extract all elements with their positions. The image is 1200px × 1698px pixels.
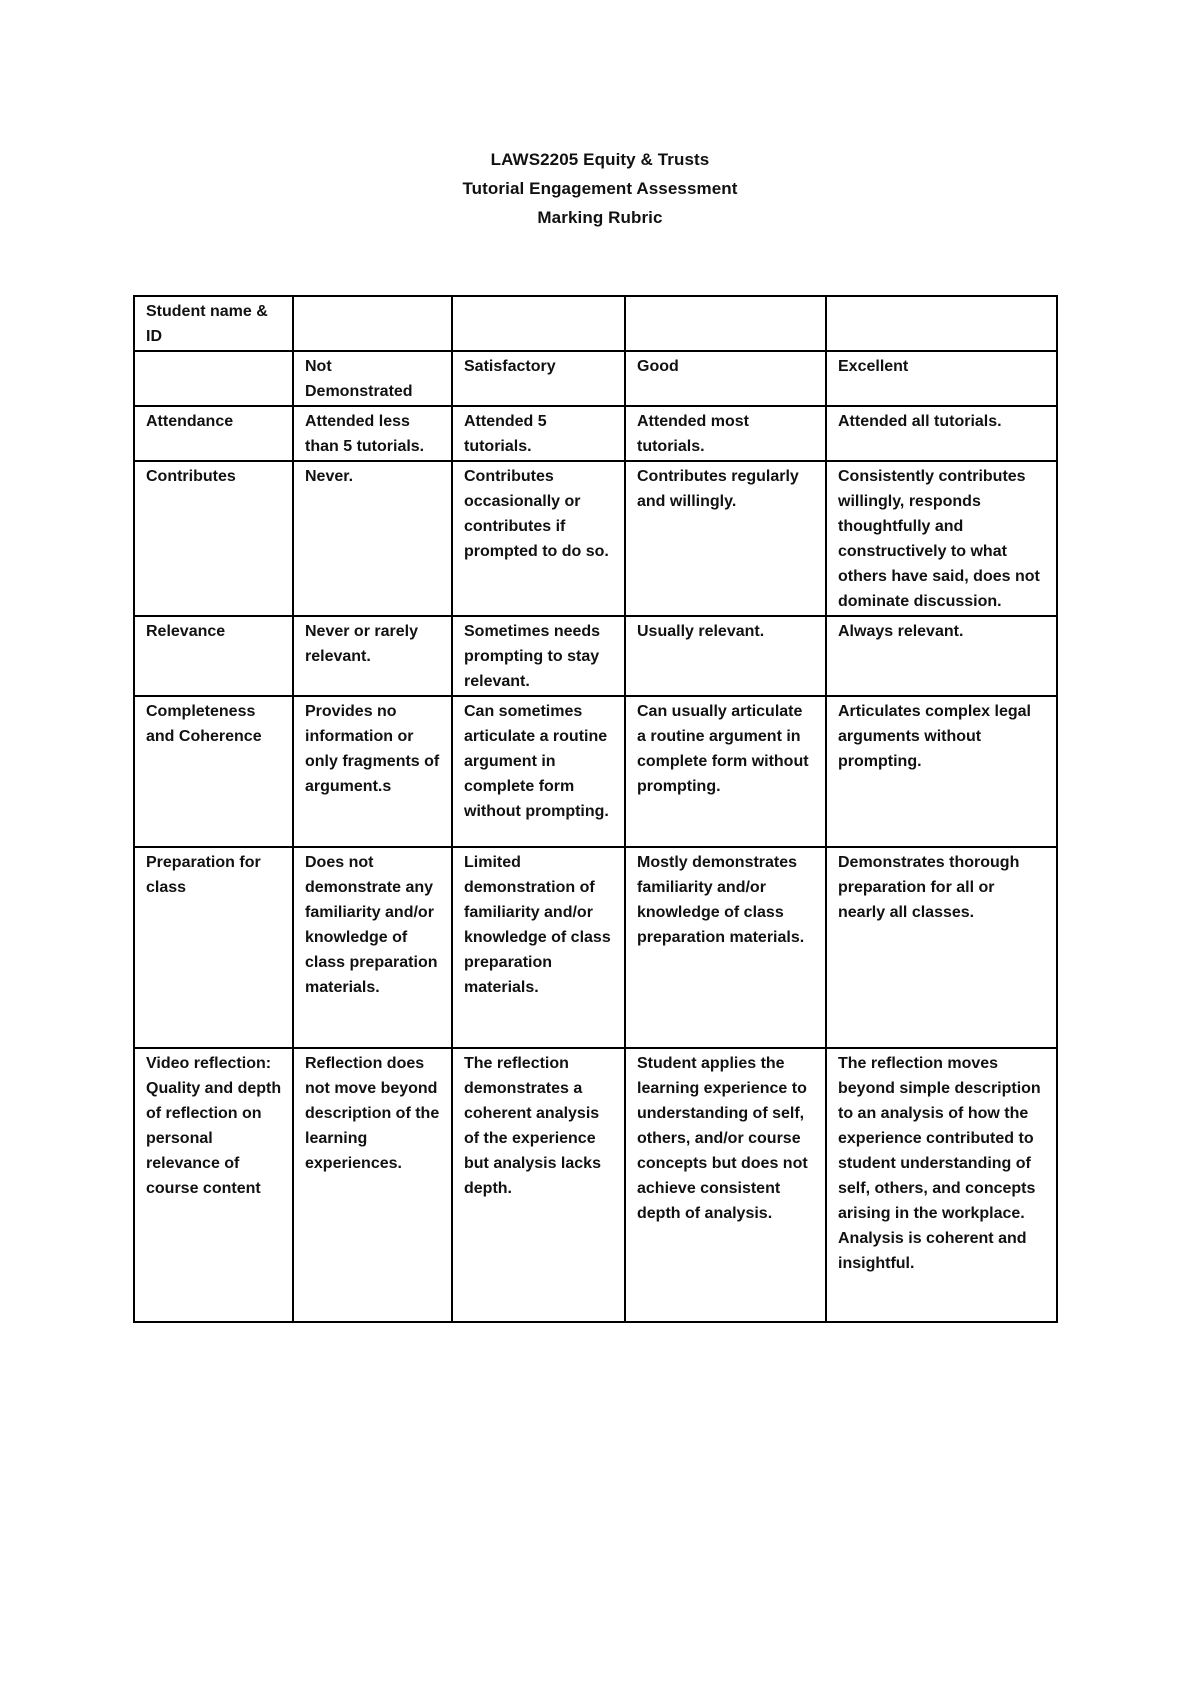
- level-good: Good: [625, 351, 826, 406]
- rubric-cell: Contributes regularly and willingly.: [625, 461, 826, 616]
- rubric-cell: Attended all tutorials.: [826, 406, 1057, 461]
- rubric-cell: Can sometimes articulate a routine argument in complete form without prompting.: [452, 696, 625, 847]
- student-name-label: Student name & ID: [134, 296, 293, 351]
- criterion-row-video-reflection: [134, 1048, 1057, 1322]
- level-excellent: Excellent: [826, 351, 1057, 406]
- rubric-cell: Always relevant.: [826, 616, 1057, 696]
- rubric-cell: Attended most tutorials.: [625, 406, 826, 461]
- student-entry-cell: [625, 296, 826, 351]
- rubric-cell: Reflection does not move beyond description of the learning experiences.: [293, 1048, 452, 1322]
- rubric-title: Marking Rubric: [537, 208, 663, 227]
- rubric-cell: Usually relevant.: [625, 616, 826, 696]
- rubric-cell: The reflection moves beyond simple description to an analysis of how the experience contributed to student understanding of self, others, and concepts arising in the workplace. Analysis is coherent and insightful.: [826, 1048, 1057, 1322]
- student-row: [134, 296, 1057, 351]
- criterion-row-relevance: [134, 616, 1057, 696]
- criterion-row-attendance: [134, 406, 1057, 461]
- student-entry-cell: [293, 296, 452, 351]
- rubric-cell: Student applies the learning experience to understanding of self, others, and/or course concepts but does not achieve consistent depth of analysis.: [625, 1048, 826, 1322]
- rubric-cell: Limited demonstration of familiarity and/or knowledge of class preparation materials.: [452, 847, 625, 1048]
- rubric-cell: Mostly demonstrates familiarity and/or knowledge of class preparation materials.: [625, 847, 826, 1048]
- level-not-demonstrated: Not Demonstrated: [293, 351, 452, 406]
- course-title: LAWS2205 Equity & Trusts: [490, 150, 710, 169]
- rubric-cell: Provides no information or only fragments of argument.s: [293, 696, 452, 847]
- criterion-row-completeness: [134, 696, 1057, 847]
- student-entry-cell: [452, 296, 625, 351]
- student-entry-cell: [826, 296, 1057, 351]
- rubric-cell: Attended less than 5 tutorials.: [293, 406, 452, 461]
- rubric-cell: Articulates complex legal arguments without prompting.: [826, 696, 1057, 847]
- rubric-cell: The reflection demonstrates a coherent analysis of the experience but analysis lacks depth.: [452, 1048, 625, 1322]
- criterion-label: Video reflection: Quality and depth of reflection on personal relevance of course content: [134, 1048, 293, 1322]
- document-title-block: [0, 145, 1200, 232]
- rubric-cell: Contributes occasionally or contributes if prompted to do so.: [452, 461, 625, 616]
- level-satisfactory: Satisfactory: [452, 351, 625, 406]
- rubric-cell: Consistently contributes willingly, responds thoughtfully and constructively to what others have said, does not dominate discussion.: [826, 461, 1057, 616]
- criterion-label: Completeness and Coherence: [134, 696, 293, 847]
- criterion-label: Attendance: [134, 406, 293, 461]
- marking-rubric-table: [133, 295, 1058, 1323]
- criterion-row-preparation: [134, 847, 1057, 1048]
- levels-header-row: [134, 351, 1057, 406]
- criterion-label: Relevance: [134, 616, 293, 696]
- criterion-row-contributes: [134, 461, 1057, 616]
- criterion-label: Preparation for class: [134, 847, 293, 1048]
- rubric-cell: Attended 5 tutorials.: [452, 406, 625, 461]
- rubric-cell: Sometimes needs prompting to stay relevant.: [452, 616, 625, 696]
- rubric-cell: Can usually articulate a routine argument in complete form without prompting.: [625, 696, 826, 847]
- assessment-title: Tutorial Engagement Assessment: [462, 179, 738, 198]
- rubric-cell: Never.: [293, 461, 452, 616]
- rubric-cell: Demonstrates thorough preparation for all or nearly all classes.: [826, 847, 1057, 1048]
- criterion-label: Contributes: [134, 461, 293, 616]
- rubric-cell: Does not demonstrate any familiarity and/or knowledge of class preparation materials.: [293, 847, 452, 1048]
- levels-header-blank: [134, 351, 293, 406]
- rubric-cell: Never or rarely relevant.: [293, 616, 452, 696]
